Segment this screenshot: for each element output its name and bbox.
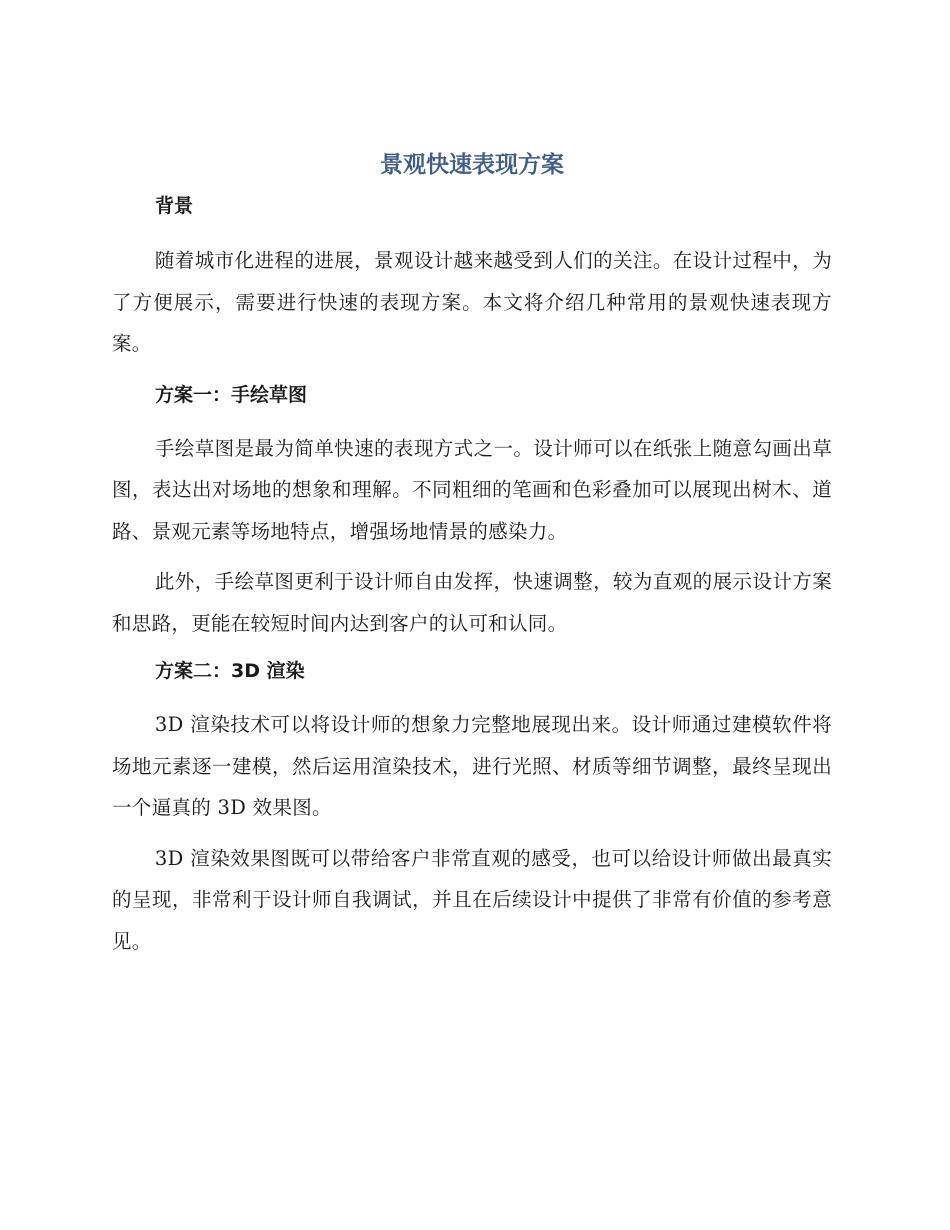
paragraph-3d-render-2: 3D 渲染效果图既可以带给客户非常直观的感受，也可以给设计师做出最真实的呈现，非常利于设计师自我调试，并且在后续设计中提供了非常有价值的参考意见。 bbox=[112, 846, 832, 953]
section-heading-3d-render: 方案二：3D 渲染 bbox=[155, 660, 305, 682]
paragraph-background: 随着城市化进程的进展，景观设计越来越受到人们的关注。在设计过程中，为了方便展示，需要进行快速的表现方案。本文将介绍几种常用的景观快速表现方案。 bbox=[112, 249, 832, 355]
section-heading-hand-sketch: 方案一：手绘草图 bbox=[155, 383, 308, 406]
document-title: 景观快速表现方案 bbox=[380, 152, 564, 178]
paragraph-hand-sketch-1: 手绘草图是最为简单快速的表现方式之一。设计师可以在纸张上随意勾画出草图，表达出对场地的想象和理解。不同粗细的笔画和色彩叠加可以展现出树木、道路、景观元素等场地特点，增强场地情景的感染力。 bbox=[112, 436, 832, 543]
paragraph-3d-render-1: 3D 渲染技术可以将设计师的想象力完整地展现出来。设计师通过建模软件将场地元素逐一建模，然后运用渲染技术，进行光照、材质等细节调整，最终呈现出一个逼真的 3D 效果图。 bbox=[112, 713, 832, 819]
document-page bbox=[112, 145, 832, 962]
paragraph-hand-sketch-2: 此外，手绘草图更利于设计师自由发挥，快速调整，较为直观的展示设计方案和思路，更能在较短时间内达到客户的认可和认同。 bbox=[112, 570, 832, 635]
section-heading-background: 背景 bbox=[155, 195, 194, 217]
